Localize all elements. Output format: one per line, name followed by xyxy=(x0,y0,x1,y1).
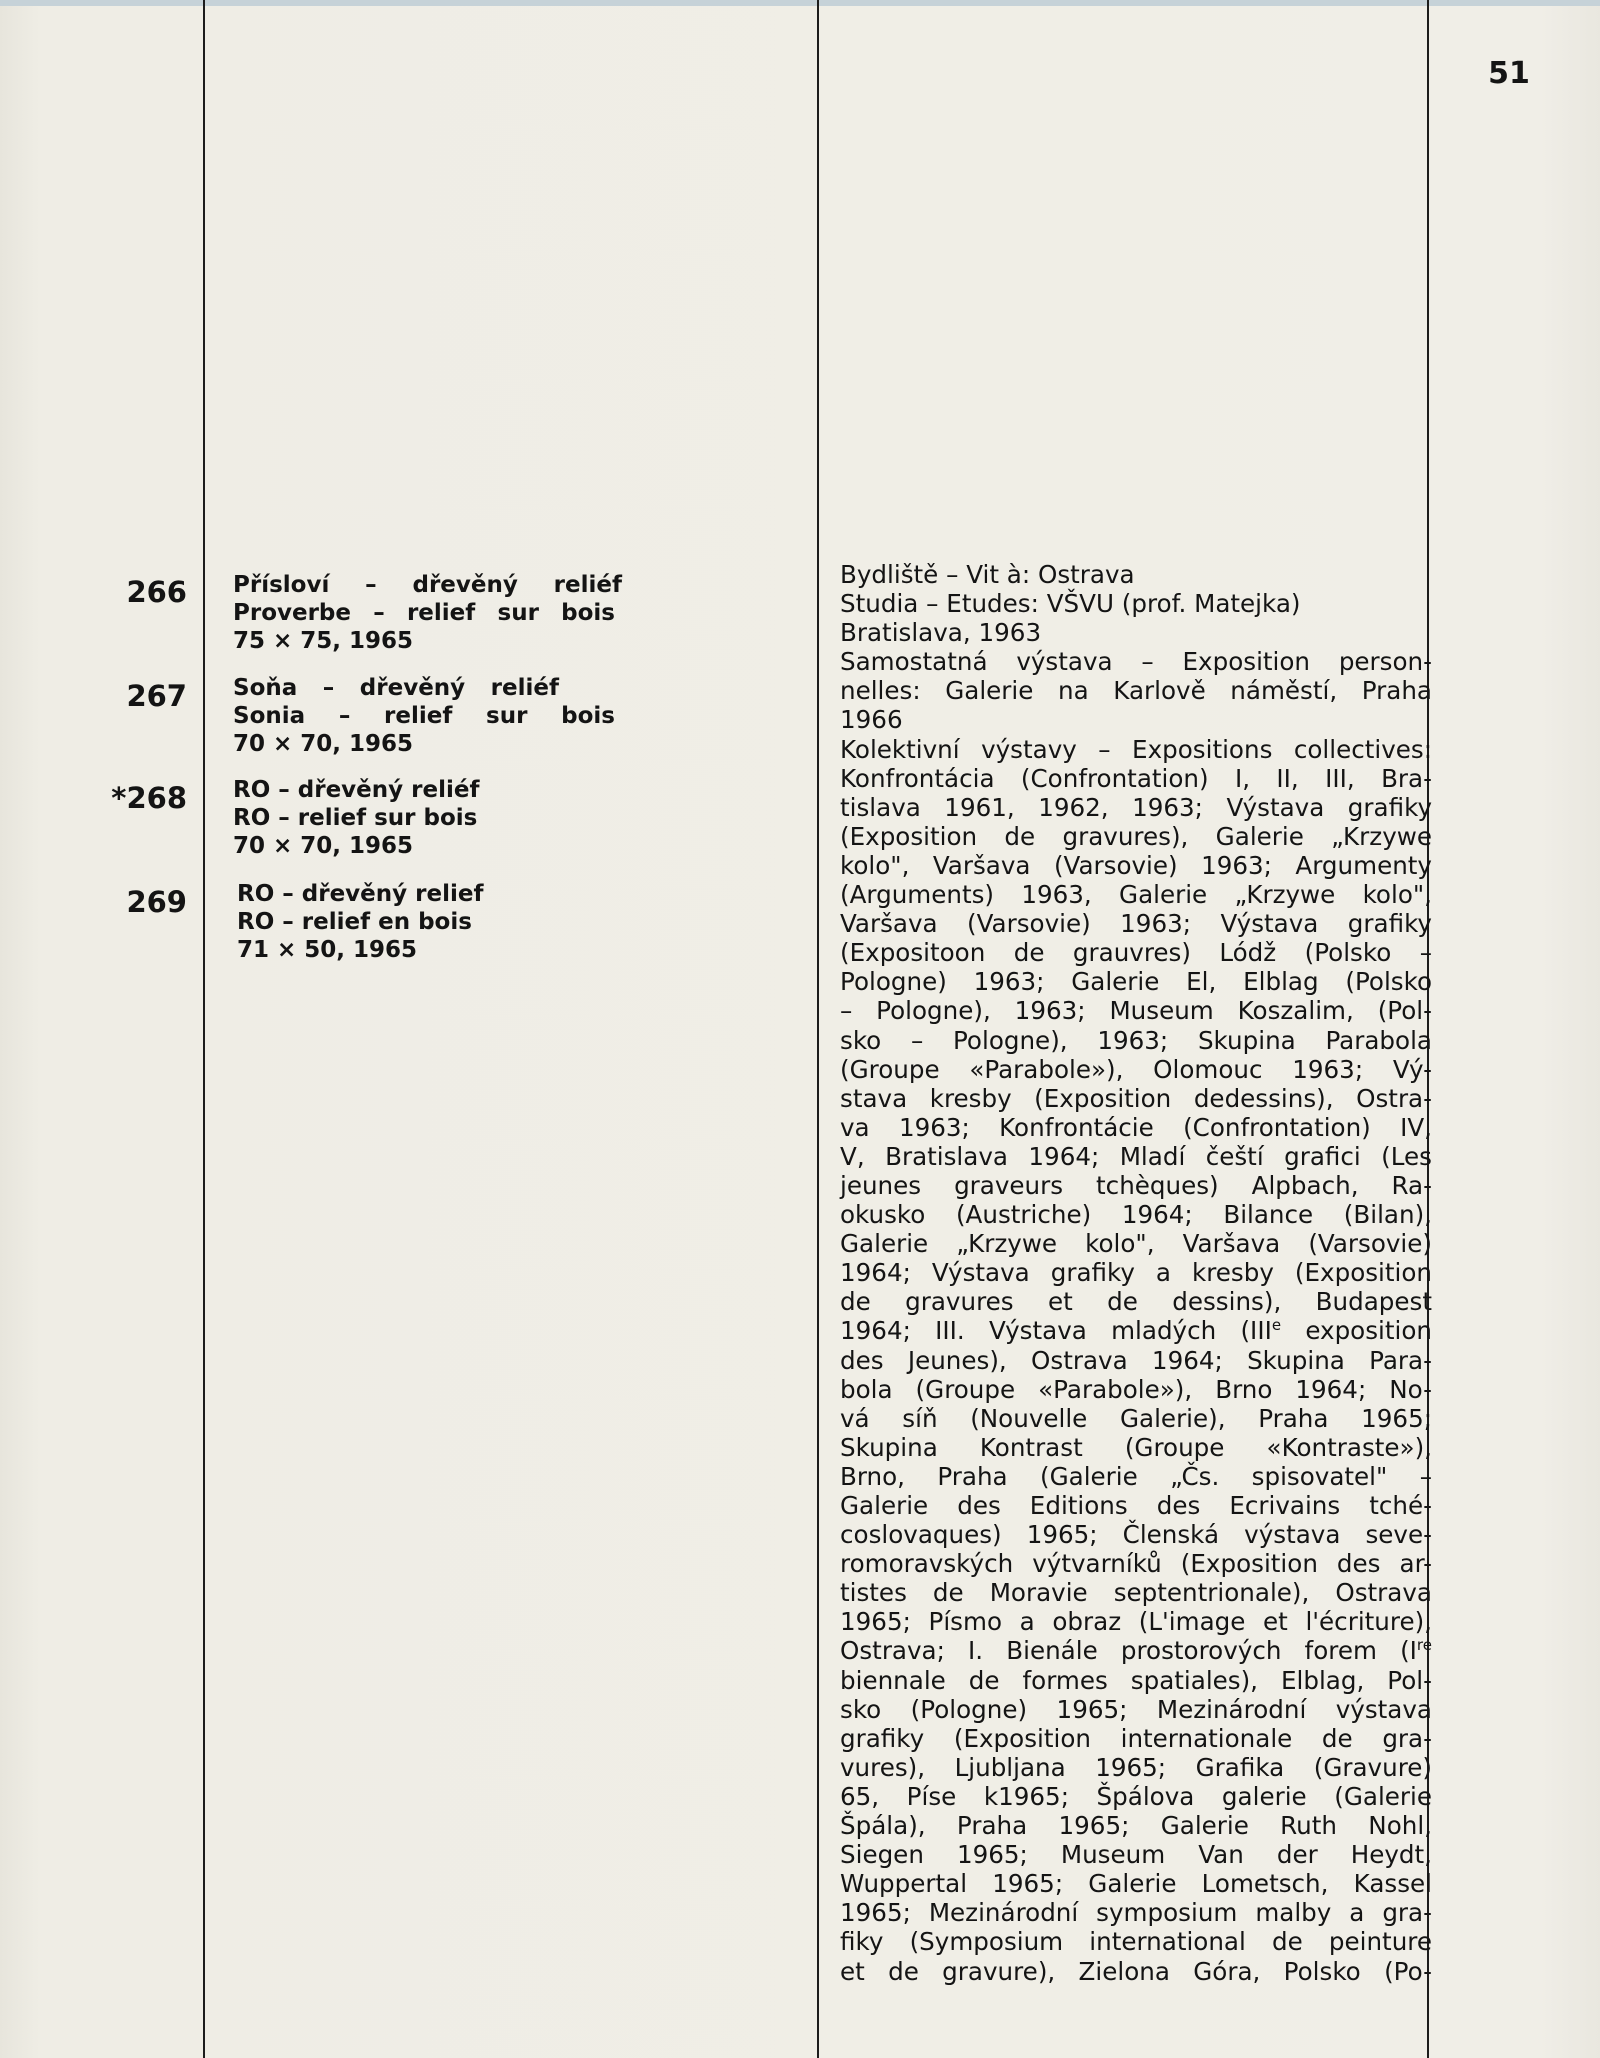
superscript: e xyxy=(1271,1316,1282,1335)
bio-line: 65, Píse k1965; Špálova galerie (Galerie xyxy=(840,1781,1432,1811)
entry-size-year: 70 × 70, 1965 xyxy=(233,833,414,859)
bio-line: vures), Ljubljana 1965; Grafika (Gravure) xyxy=(840,1752,1432,1782)
entry-title-fr: Proverbe – relief sur bois xyxy=(233,600,615,626)
column-rule-left xyxy=(203,0,205,2058)
bio-line: jeunes graveurs tchèques) Alpbach, Ra- xyxy=(840,1170,1432,1200)
bio-line: Galerie „Krzywe kolo", Varšava (Varsovie) xyxy=(840,1229,1432,1259)
entry-266 xyxy=(233,571,633,655)
bio-line: Konfrontácia (Confrontation) I, II, III, Bra- xyxy=(840,763,1432,793)
bio-line-part: 1964; III. Výstava mladých (III xyxy=(840,1316,1272,1346)
column-rule-middle xyxy=(817,0,819,2058)
bio-line: va 1963; Konfrontácie (Confrontation) IV, xyxy=(840,1112,1432,1142)
bio-line: kolo", Varšava (Varsovie) 1963; Argumenty xyxy=(840,850,1432,880)
bio-line xyxy=(840,1636,1432,1665)
bio-line: coslovaques) 1965; Členská výstava seve- xyxy=(840,1520,1432,1550)
bio-line: 1965; Písmo a obraz (L'image et l'écriture), xyxy=(840,1607,1432,1637)
bio-line: V, Bratislava 1964; Mladí čeští grafici (Les xyxy=(840,1141,1432,1171)
entry-title-fr: RO – relief sur bois xyxy=(233,805,478,831)
bio-line: Samostatná výstava – Exposition person- xyxy=(840,647,1432,677)
bio-line: sko (Pologne) 1965; Mezinárodní výstava xyxy=(840,1694,1432,1724)
bio-line: Siegen 1965; Museum Van der Heydt, xyxy=(840,1840,1432,1870)
artist-biography xyxy=(840,560,1432,1986)
bio-line: Bydliště – Vit à: Ostrava xyxy=(840,560,1135,589)
top-edge-band xyxy=(0,0,1600,6)
entry-title-cs: Soňa – dřevěný reliéf xyxy=(233,675,559,701)
entry-title-cs: RO – dřevěný relief xyxy=(237,881,484,907)
bio-line: et de gravure), Zielona Góra, Polsko (Po- xyxy=(840,1956,1432,1986)
bio-line: (Expositoon de grauvres) Lódž (Polsko – xyxy=(840,938,1432,968)
bio-line: Skupina Kontrast (Groupe «Kontraste»), xyxy=(840,1432,1432,1462)
superscript: re xyxy=(1416,1636,1432,1655)
bio-line: bola (Groupe «Parabole»), Brno 1964; No- xyxy=(840,1374,1432,1404)
entry-size-year: 71 × 50, 1965 xyxy=(237,937,418,963)
entry-size-year: 75 × 75, 1965 xyxy=(233,628,414,654)
bio-line: Pologne) 1963; Galerie El, Elblag (Polsko xyxy=(840,967,1432,997)
entry-number-267: 267 xyxy=(126,679,187,713)
bio-line: fiky (Symposium international de peinture xyxy=(840,1927,1432,1957)
bio-line-part: Ostrava; I. Bienále prostorových forem (I xyxy=(840,1636,1417,1666)
bio-line: de gravures et de dessins), Budapest xyxy=(840,1287,1432,1317)
bio-line: Bratislava, 1963 xyxy=(840,618,1042,648)
bio-line: (Groupe «Parabole»), Olomouc 1963; Vý- xyxy=(840,1054,1432,1084)
bio-line: Wuppertal 1965; Galerie Lometsch, Kassel xyxy=(840,1869,1432,1899)
entry-title-fr: RO – relief en bois xyxy=(237,909,472,935)
bio-line: tistes de Moravie septentrionale), Ostrava xyxy=(840,1578,1432,1608)
bio-line: Brno, Praha (Galerie „Čs. spisovatel" – xyxy=(840,1461,1432,1491)
bio-line: nelles: Galerie na Karlově náměstí, Praha xyxy=(840,676,1432,706)
bio-line: (Arguments) 1963, Galerie „Krzywe kolo", xyxy=(840,880,1432,910)
bio-line: Galerie des Editions des Ecrivains tché- xyxy=(840,1491,1432,1520)
bio-line: 1965; Mezinárodní symposium malby a gra- xyxy=(840,1898,1432,1928)
entry-number-268: *268 xyxy=(111,781,187,815)
bio-line: Studia – Etudes: VŠVU (prof. Matejka) xyxy=(840,589,1301,619)
entry-title-fr: Sonia – relief sur bois xyxy=(233,703,615,729)
page-number: 51 xyxy=(1488,56,1530,91)
entry-268 xyxy=(233,776,633,860)
entry-size-year: 70 × 70, 1965 xyxy=(233,731,414,757)
bio-line: Špála), Praha 1965; Galerie Ruth Nohl, xyxy=(840,1811,1432,1841)
entry-269 xyxy=(237,880,637,964)
bio-line: Varšava (Varsovie) 1963; Výstava grafiky xyxy=(840,909,1432,939)
bio-line: – Pologne), 1963; Museum Koszalim, (Pol- xyxy=(840,996,1432,1026)
bio-line: 1964; Výstava grafiky a kresby (Exposition xyxy=(840,1258,1432,1288)
bio-line: romoravských výtvarníků (Exposition des ar- xyxy=(840,1549,1432,1579)
bio-line: stava kresby (Exposition dedessins), Ostra- xyxy=(840,1083,1432,1113)
bio-line: (Exposition de gravures), Galerie „Krzywe xyxy=(840,821,1432,851)
bio-line: tislava 1961, 1962, 1963; Výstava grafiky xyxy=(840,792,1432,822)
entry-number-266: 266 xyxy=(126,575,187,609)
bio-line: des Jeunes), Ostrava 1964; Skupina Para- xyxy=(840,1345,1432,1375)
bio-line: biennale de formes spatiales), Elblag, Pol- xyxy=(840,1665,1432,1695)
bio-line: vá síň (Nouvelle Galerie), Praha 1965; xyxy=(840,1403,1432,1433)
bio-line: sko – Pologne), 1963; Skupina Parabola xyxy=(840,1025,1432,1055)
entry-title-cs: RO – dřevěný reliéf xyxy=(233,777,480,803)
entry-number-269: 269 xyxy=(126,885,187,919)
bio-line-part: exposition xyxy=(1281,1316,1432,1346)
entry-267 xyxy=(233,674,633,758)
bio-line: 1966 xyxy=(840,705,903,735)
bio-line: okusko (Austriche) 1964; Bilance (Bilan), xyxy=(840,1200,1432,1230)
bio-line: grafiky (Exposition internationale de gra- xyxy=(840,1723,1432,1753)
bio-line: Kolektivní výstavy – Expositions collectives: xyxy=(840,734,1432,764)
bio-line xyxy=(840,1316,1432,1345)
entry-title-cs: Přísloví – dřevěný reliéf xyxy=(233,572,622,598)
